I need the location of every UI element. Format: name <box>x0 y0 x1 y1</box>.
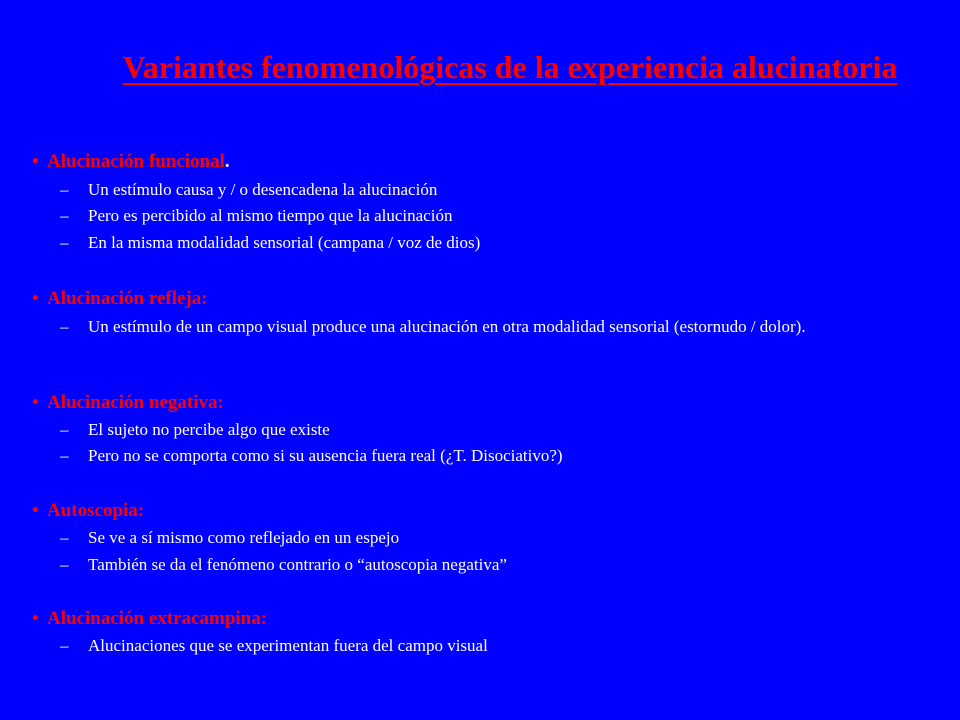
bullet-marker: • <box>32 151 39 172</box>
dash-marker: – <box>60 420 69 439</box>
section-heading-text: Autoscopia: <box>47 500 145 521</box>
section-heading-text: Alucinación negativa: <box>47 392 224 413</box>
dash-marker: – <box>60 317 69 336</box>
bullet-marker: • <box>32 500 39 521</box>
list-item <box>60 232 940 253</box>
list-item-text: Un estímulo causa y / o desencadena la alucinación <box>88 180 438 199</box>
section-heading-text: Alucinación refleja: <box>47 288 208 309</box>
section-heading-trail: . <box>224 151 230 172</box>
dash-marker: – <box>60 555 69 574</box>
list-item <box>60 527 940 548</box>
list-item-text: Pero no se comporta como si su ausencia fuera real (¿T. Disociativo?) <box>88 446 563 465</box>
dash-marker: – <box>60 528 69 547</box>
dash-marker: – <box>60 446 69 465</box>
list-item <box>60 445 940 466</box>
bullet-marker: • <box>32 608 39 629</box>
section-heading-text: Alucinación funcional <box>47 151 225 172</box>
dash-marker: – <box>60 206 69 225</box>
list-item <box>60 316 940 337</box>
list-item <box>60 635 940 656</box>
list-item-text: Se ve a sí mismo como reflejado en un espejo <box>88 528 400 547</box>
list-item-text: Pero es percibido al mismo tiempo que la alucinación <box>88 206 453 225</box>
list-item-text: Un estímulo de un campo visual produce una alucinación en otra modalidad sensorial (estornudo / dolor). <box>88 317 806 336</box>
list-item-text: El sujeto no percibe algo que existe <box>88 420 330 439</box>
slide-title: Variantes fenomenológicas de la experiencia alucinatoria <box>122 49 898 85</box>
dash-marker: – <box>60 180 69 199</box>
list-item <box>60 554 940 575</box>
list-item <box>60 419 940 440</box>
list-item-text: También se da el fenómeno contrario o “autoscopia negativa” <box>88 555 507 574</box>
bullet-marker: • <box>32 392 39 413</box>
list-item <box>60 179 940 200</box>
list-item-text: En la misma modalidad sensorial (campana / voz de dios) <box>88 233 481 252</box>
section-heading-text: Alucinación extracampina: <box>47 608 268 629</box>
list-item <box>60 205 940 226</box>
bullet-marker: • <box>32 288 39 309</box>
list-item-text: Alucinaciones que se experimentan fuera del campo visual <box>88 636 488 655</box>
dash-marker: – <box>60 636 69 655</box>
dash-marker: – <box>60 233 69 252</box>
